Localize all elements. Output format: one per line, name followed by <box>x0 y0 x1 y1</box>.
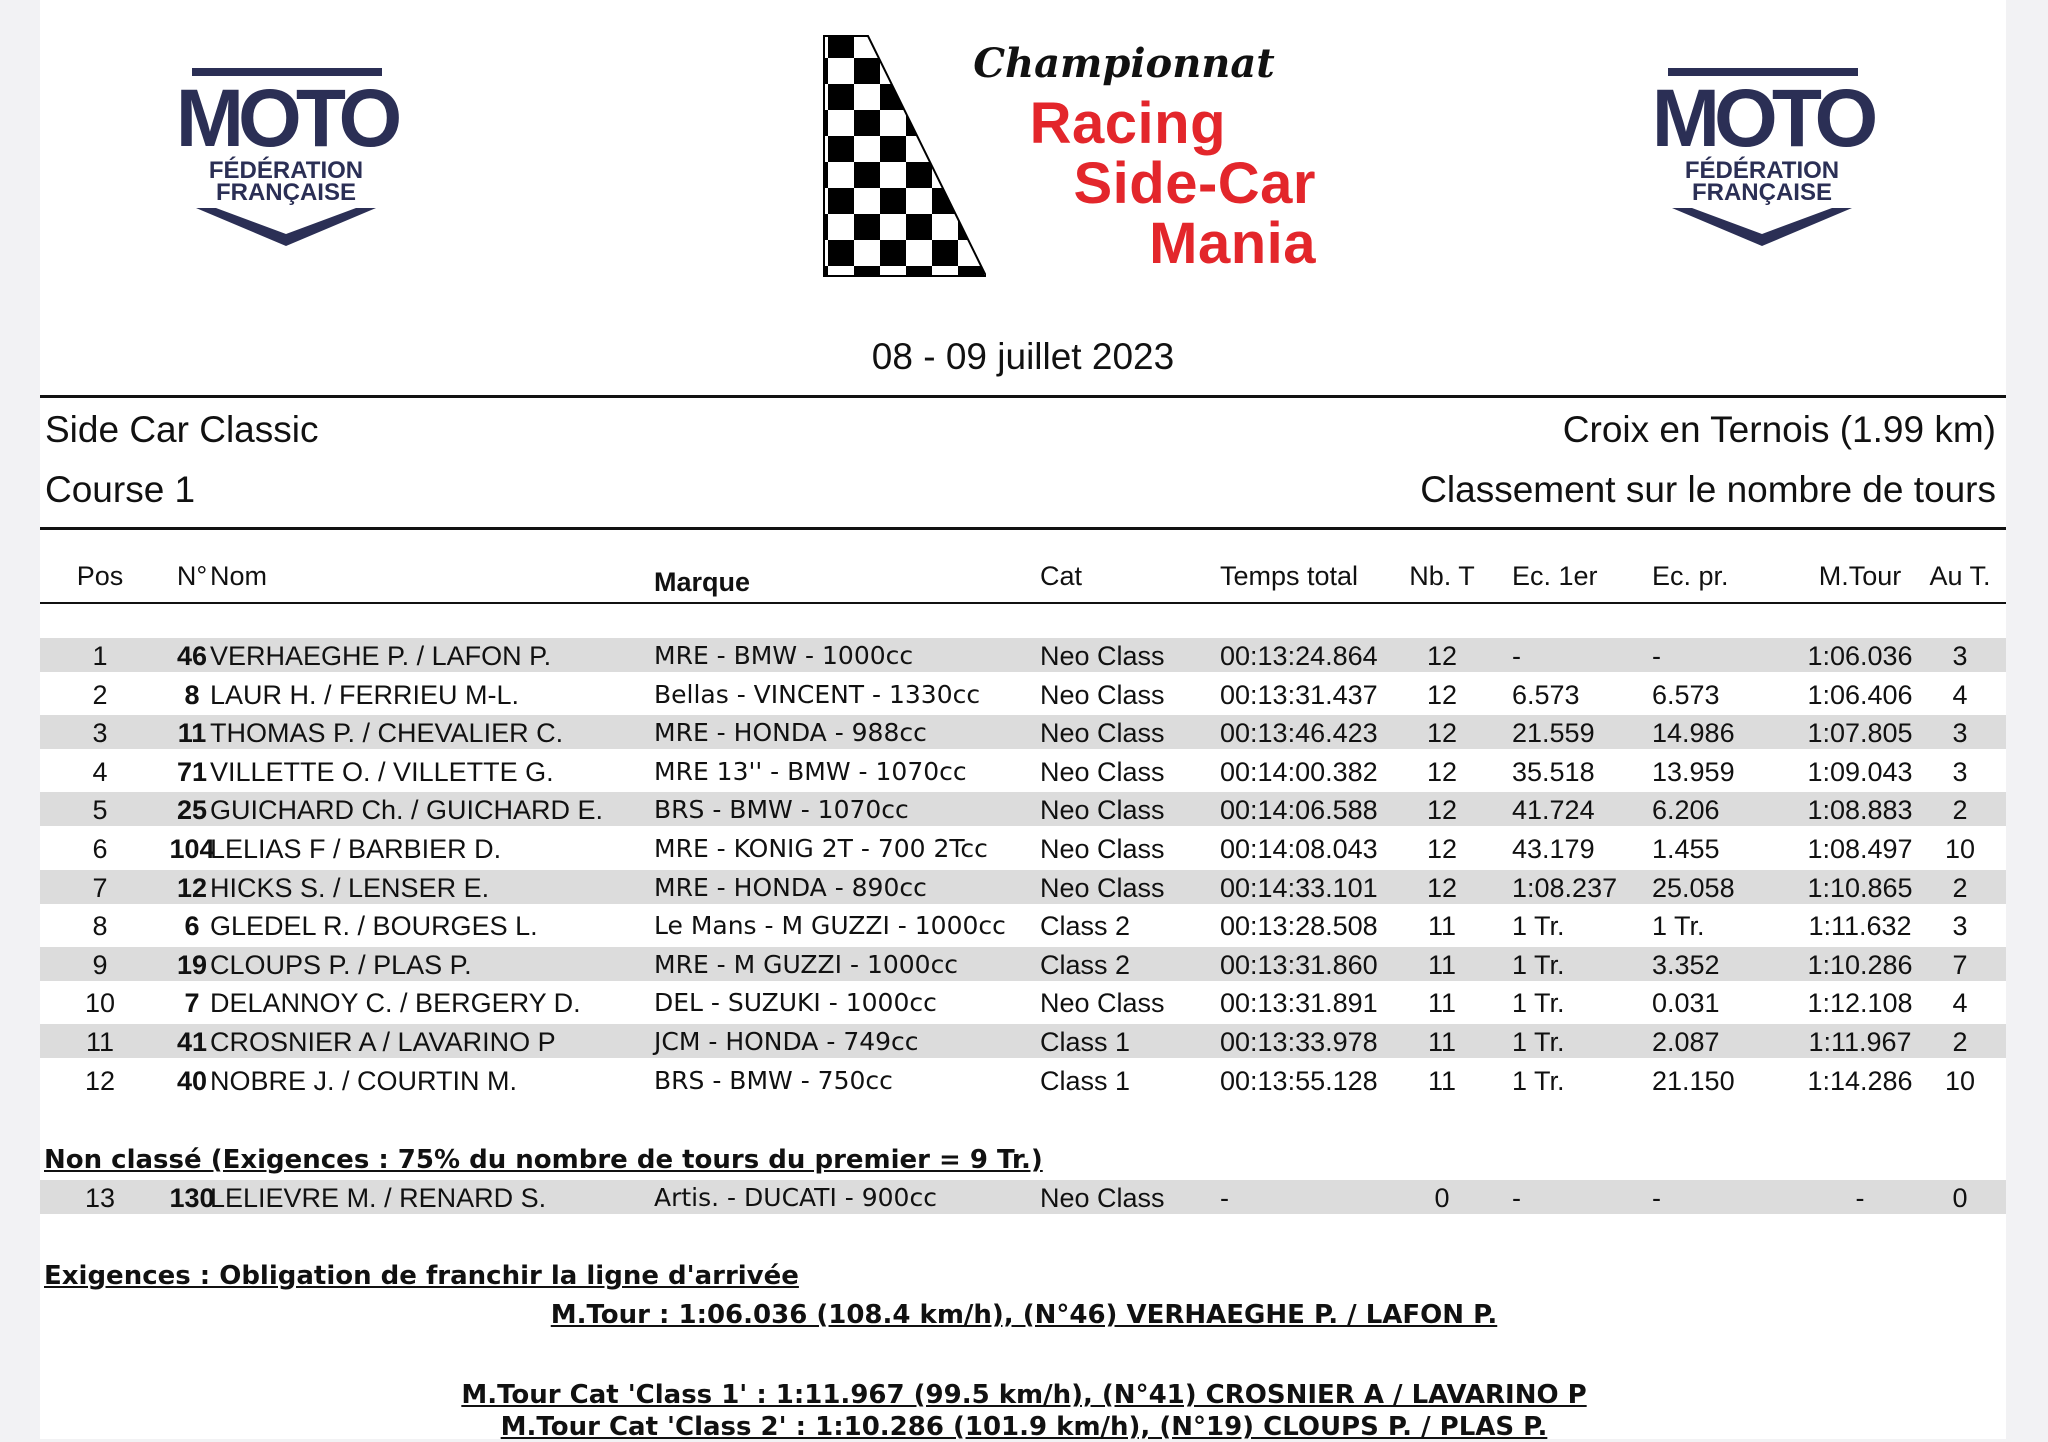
table-row <box>40 1063 2006 1097</box>
cell-num: 71 <box>176 756 208 787</box>
cell-ecp: 14.986 <box>1652 718 1735 749</box>
cell-nom: GUICHARD Ch. / GUICHARD E. <box>210 795 604 826</box>
col-pos: Pos <box>76 561 124 591</box>
cell-pos: 9 <box>92 949 108 980</box>
cell-ec1: 1 Tr. <box>1512 988 1565 1019</box>
cell-aut: 4 <box>1952 988 1968 1019</box>
mania-label: Mania <box>1149 211 1316 276</box>
cell-aut: 0 <box>1952 1183 1968 1213</box>
col-temps: Temps total <box>1220 561 1359 591</box>
col-cat: Cat <box>1040 561 1083 591</box>
best-lap-class1-note: M.Tour Cat 'Class 1' : 1:11.967 (99.5 km/h), (N°41) CROSNIER A / LAVARINO P <box>461 1380 1587 1410</box>
race-category: Side Car Classic <box>45 409 319 450</box>
cell-aut: 3 <box>1952 911 1968 942</box>
cell-aut: 10 <box>1944 834 1976 864</box>
cell-aut: 2 <box>1952 795 1968 826</box>
cell-aut: 2 <box>1952 1027 1968 1057</box>
cell-nom: LELIEVRE M. / RENARD S. <box>210 1183 547 1213</box>
cell-marque: MRE - BMW - 1000cc <box>654 641 914 670</box>
divider <box>40 527 2006 530</box>
cell-nom: HICKS S. / LENSER E. <box>210 872 490 903</box>
cell-nbt: 12 <box>1426 756 1458 787</box>
cell-mtour: 1:12.108 <box>1807 988 1913 1019</box>
cell-cat: Neo Class <box>1040 756 1165 787</box>
cell-temps: 00:13:31.860 <box>1220 949 1378 980</box>
col-nbt: Nb. T <box>1409 561 1475 591</box>
cell-nom: VILLETTE O. / VILLETTE G. <box>210 756 554 787</box>
table-row <box>40 754 2006 788</box>
cell-nom: DELANNOY C. / BERGERY D. <box>210 988 581 1019</box>
col-ecp: Ec. pr. <box>1652 561 1729 591</box>
cell-cat: Class 1 <box>1040 1065 1131 1096</box>
cell-marque: DEL - SUZUKI - 1000cc <box>654 988 937 1018</box>
cell-cat: Neo Class <box>1040 872 1165 903</box>
cell-aut: 4 <box>1952 679 1968 710</box>
cell-ec1: 1 Tr. <box>1512 1027 1565 1057</box>
cell-num: 46 <box>176 641 208 671</box>
cell-marque: Bellas - VINCENT - 1330cc <box>654 679 981 709</box>
cell-ecp: - <box>1652 1183 1661 1213</box>
ffm-logo-line2: FRANÇAISE <box>215 179 357 206</box>
cell-mtour: - <box>1855 1183 1865 1213</box>
cell-nbt: 11 <box>1427 949 1457 980</box>
table-row <box>40 947 2006 981</box>
ffm-logo-left <box>156 58 416 258</box>
ffm-logo-line1: FÉDÉRATION <box>1684 157 1840 184</box>
ffm-logo-right <box>1632 58 1892 258</box>
cell-nbt: 12 <box>1426 795 1458 826</box>
cell-marque: MRE - HONDA - 988cc <box>654 718 927 748</box>
cell-ec1: 1:08.237 <box>1512 872 1618 903</box>
ffm-logo-word: MOTO <box>1651 73 1873 164</box>
cell-nbt: 12 <box>1426 872 1458 903</box>
cell-ecp: - <box>1652 641 1661 671</box>
cell-nom: CLOUPS P. / PLAS P. <box>210 949 472 980</box>
cell-aut: 3 <box>1952 641 1968 671</box>
cell-ec1: 1 Tr. <box>1512 1065 1565 1096</box>
cell-nbt: 0 <box>1434 1183 1450 1213</box>
cell-temps: 00:13:31.437 <box>1220 679 1378 710</box>
cell-marque: MRE - KONIG 2T - 700 2Tcc <box>654 834 988 863</box>
exigences-note: Exigences : Obligation de franchir la ligne d'arrivée <box>44 1261 799 1291</box>
cell-cat: Neo Class <box>1040 679 1165 710</box>
table-row <box>40 1180 2006 1214</box>
table-row <box>40 792 2006 826</box>
cell-mtour: 1:08.883 <box>1807 795 1913 826</box>
cell-num: 11 <box>177 718 207 749</box>
cell-aut: 10 <box>1944 1065 1976 1096</box>
cell-num: 25 <box>176 795 208 826</box>
cell-temps: 00:13:31.891 <box>1220 988 1378 1019</box>
cell-mtour: 1:06.406 <box>1807 679 1913 710</box>
cell-temps: - <box>1220 1183 1229 1213</box>
col-mtour: M.Tour <box>1818 561 1902 591</box>
best-lap-note: M.Tour : 1:06.036 (108.4 km/h), (N°46) VERHAEGHE P. / LAFON P. <box>550 1300 1498 1330</box>
cell-cat: Neo Class <box>1040 795 1165 826</box>
cell-num: 6 <box>184 911 200 942</box>
cell-nbt: 12 <box>1426 679 1458 710</box>
cell-cat: Class 2 <box>1040 911 1131 942</box>
cell-nbt: 11 <box>1427 911 1457 942</box>
cell-aut: 3 <box>1952 718 1968 749</box>
cell-cat: Neo Class <box>1040 1183 1165 1213</box>
cell-temps: 00:13:28.508 <box>1220 911 1378 942</box>
cell-temps: 00:13:24.864 <box>1220 641 1378 671</box>
cell-marque: MRE - M GUZZI - 1000cc <box>654 949 959 979</box>
cell-nbt: 11 <box>1427 988 1457 1019</box>
cell-mtour: 1:11.967 <box>1808 1027 1912 1057</box>
cell-num: 104 <box>169 834 215 864</box>
ranking-mode: Classement sur le nombre de tours <box>1420 469 1996 510</box>
cell-ec1: 35.518 <box>1512 756 1595 787</box>
cell-temps: 00:14:08.043 <box>1220 834 1378 864</box>
cell-ecp: 0.031 <box>1652 988 1720 1019</box>
cell-pos: 2 <box>92 679 108 710</box>
cell-marque: MRE - HONDA - 890cc <box>654 872 927 902</box>
cell-ecp: 25.058 <box>1652 872 1735 903</box>
cell-aut: 7 <box>1952 949 1968 980</box>
cell-marque: Artis. - DUCATI - 900cc <box>654 1183 937 1212</box>
cell-num: 130 <box>169 1183 215 1213</box>
best-lap-class2-note: M.Tour Cat 'Class 2' : 1:10.286 (101.9 km/h), (N°19) CLOUPS P. / PLAS P. <box>500 1412 1548 1442</box>
ffm-logo-line1: FÉDÉRATION <box>208 157 364 184</box>
table-row <box>40 908 2006 942</box>
col-num: N° <box>176 561 208 591</box>
cell-temps: 00:14:33.101 <box>1220 872 1378 903</box>
cell-nbt: 12 <box>1426 718 1458 749</box>
cell-pos: 3 <box>92 718 108 749</box>
cell-nom: NOBRE J. / COURTIN M. <box>210 1065 518 1096</box>
cell-aut: 2 <box>1952 872 1968 903</box>
cell-nbt: 11 <box>1427 1027 1457 1057</box>
cell-aut: 3 <box>1952 756 1968 787</box>
cell-cat: Class 2 <box>1040 949 1131 980</box>
cell-marque: Le Mans - M GUZZI - 1000cc <box>654 911 1006 941</box>
cell-marque: MRE 13'' - BMW - 1070cc <box>654 756 967 786</box>
ffm-logo-word: MOTO <box>175 73 397 164</box>
racing-label: Racing <box>1029 91 1226 156</box>
cell-nbt: 12 <box>1426 834 1458 864</box>
cell-ecp: 21.150 <box>1652 1065 1735 1096</box>
ffm-logo-line2: FRANÇAISE <box>1691 179 1833 206</box>
cell-num: 8 <box>184 679 200 710</box>
cell-marque: BRS - BMW - 1070cc <box>654 795 909 825</box>
cell-ec1: - <box>1512 1183 1521 1213</box>
cell-ecp: 1 Tr. <box>1652 911 1705 942</box>
cell-mtour: 1:09.043 <box>1807 756 1913 787</box>
cell-nom: LELIAS F / BARBIER D. <box>210 834 502 864</box>
cell-ecp: 6.206 <box>1652 795 1720 826</box>
cell-temps: 00:13:46.423 <box>1220 718 1378 749</box>
cell-cat: Neo Class <box>1040 988 1165 1019</box>
cell-cat: Class 1 <box>1040 1027 1131 1057</box>
cell-mtour: 1:10.286 <box>1807 949 1913 980</box>
cell-ec1: 41.724 <box>1512 795 1595 826</box>
cell-nbt: 12 <box>1426 641 1458 671</box>
cell-pos: 12 <box>84 1065 116 1096</box>
cell-nbt: 11 <box>1427 1065 1457 1096</box>
col-marque: Marque <box>654 567 751 597</box>
cell-ecp: 3.352 <box>1652 949 1720 980</box>
cell-pos: 11 <box>85 1027 115 1057</box>
cell-mtour: 1:14.286 <box>1807 1065 1913 1096</box>
cell-marque: JCM - HONDA - 749cc <box>654 1027 919 1056</box>
cell-cat: Neo Class <box>1040 641 1165 671</box>
cell-pos: 5 <box>92 795 108 826</box>
cell-num: 19 <box>176 949 208 980</box>
cell-num: 7 <box>184 988 200 1019</box>
table-row <box>40 677 2006 711</box>
cell-mtour: 1:07.805 <box>1807 718 1913 749</box>
cell-temps: 00:13:55.128 <box>1220 1065 1378 1096</box>
col-aut: Au T. <box>1929 561 1991 591</box>
cell-num: 12 <box>176 872 208 903</box>
cell-nom: CROSNIER A / LAVARINO P <box>210 1027 556 1057</box>
cell-ec1: 1 Tr. <box>1512 949 1565 980</box>
cell-nom: THOMAS P. / CHEVALIER C. <box>210 718 564 749</box>
event-date: 08 - 09 juillet 2023 <box>871 336 1175 377</box>
results-sheet <box>40 0 2006 1442</box>
cell-temps: 00:14:00.382 <box>1220 756 1378 787</box>
cell-mtour: 1:11.632 <box>1808 911 1912 942</box>
cell-ec1: 1 Tr. <box>1512 911 1565 942</box>
championnat-label: Championnat <box>973 40 1275 87</box>
cell-marque: BRS - BMW - 750cc <box>654 1065 893 1095</box>
cell-mtour: 1:08.497 <box>1807 834 1913 864</box>
cell-pos: 1 <box>92 641 108 671</box>
table-row <box>40 870 2006 904</box>
table-row <box>40 638 2006 672</box>
cell-num: 41 <box>176 1027 208 1057</box>
cell-ec1: 43.179 <box>1512 834 1595 864</box>
divider <box>40 395 2006 398</box>
race-name: Course 1 <box>45 469 196 510</box>
cell-mtour: 1:10.865 <box>1807 872 1913 903</box>
ffm-logo-icon <box>1632 58 1892 258</box>
cell-ecp: 13.959 <box>1652 756 1735 787</box>
side-car-label: Side-Car <box>1073 151 1316 216</box>
cell-temps: 00:13:33.978 <box>1220 1027 1378 1057</box>
cell-pos: 8 <box>92 911 108 942</box>
cell-cat: Neo Class <box>1040 718 1165 749</box>
col-ec1: Ec. 1er <box>1512 561 1598 591</box>
results-table-header <box>40 561 2006 601</box>
header-divider <box>40 602 2006 604</box>
cell-pos: 7 <box>92 872 108 903</box>
cell-ec1: 21.559 <box>1512 718 1595 749</box>
cell-ecp: 6.573 <box>1652 679 1720 710</box>
cell-pos: 13 <box>84 1183 116 1213</box>
cell-ec1: - <box>1512 641 1521 671</box>
cell-pos: 10 <box>84 988 116 1019</box>
ffm-logo-icon <box>156 58 416 258</box>
cell-cat: Neo Class <box>1040 834 1165 864</box>
table-row <box>40 985 2006 1019</box>
cell-ecp: 2.087 <box>1652 1027 1720 1057</box>
cell-pos: 4 <box>92 756 108 787</box>
cell-nom: LAUR H. / FERRIEU M-L. <box>210 679 520 710</box>
cell-temps: 00:14:06.588 <box>1220 795 1378 826</box>
cell-ecp: 1.455 <box>1652 834 1720 864</box>
cell-pos: 6 <box>92 834 108 864</box>
circuit-name: Croix en Ternois (1.99 km) <box>1562 409 1996 450</box>
cell-mtour: 1:06.036 <box>1807 641 1913 671</box>
non-classe-title: Non classé (Exigences : 75% du nombre de tours du premier = 9 Tr.) <box>44 1145 1043 1175</box>
col-nom: Nom <box>210 561 268 591</box>
cell-ec1: 6.573 <box>1512 679 1580 710</box>
table-row <box>40 715 2006 749</box>
table-row <box>40 831 2006 865</box>
cell-num: 40 <box>176 1065 208 1096</box>
cell-nom: VERHAEGHE P. / LAFON P. <box>210 641 552 671</box>
championship-logo <box>776 32 1316 282</box>
cell-nom: GLEDEL R. / BOURGES L. <box>210 911 538 942</box>
table-row <box>40 1024 2006 1058</box>
